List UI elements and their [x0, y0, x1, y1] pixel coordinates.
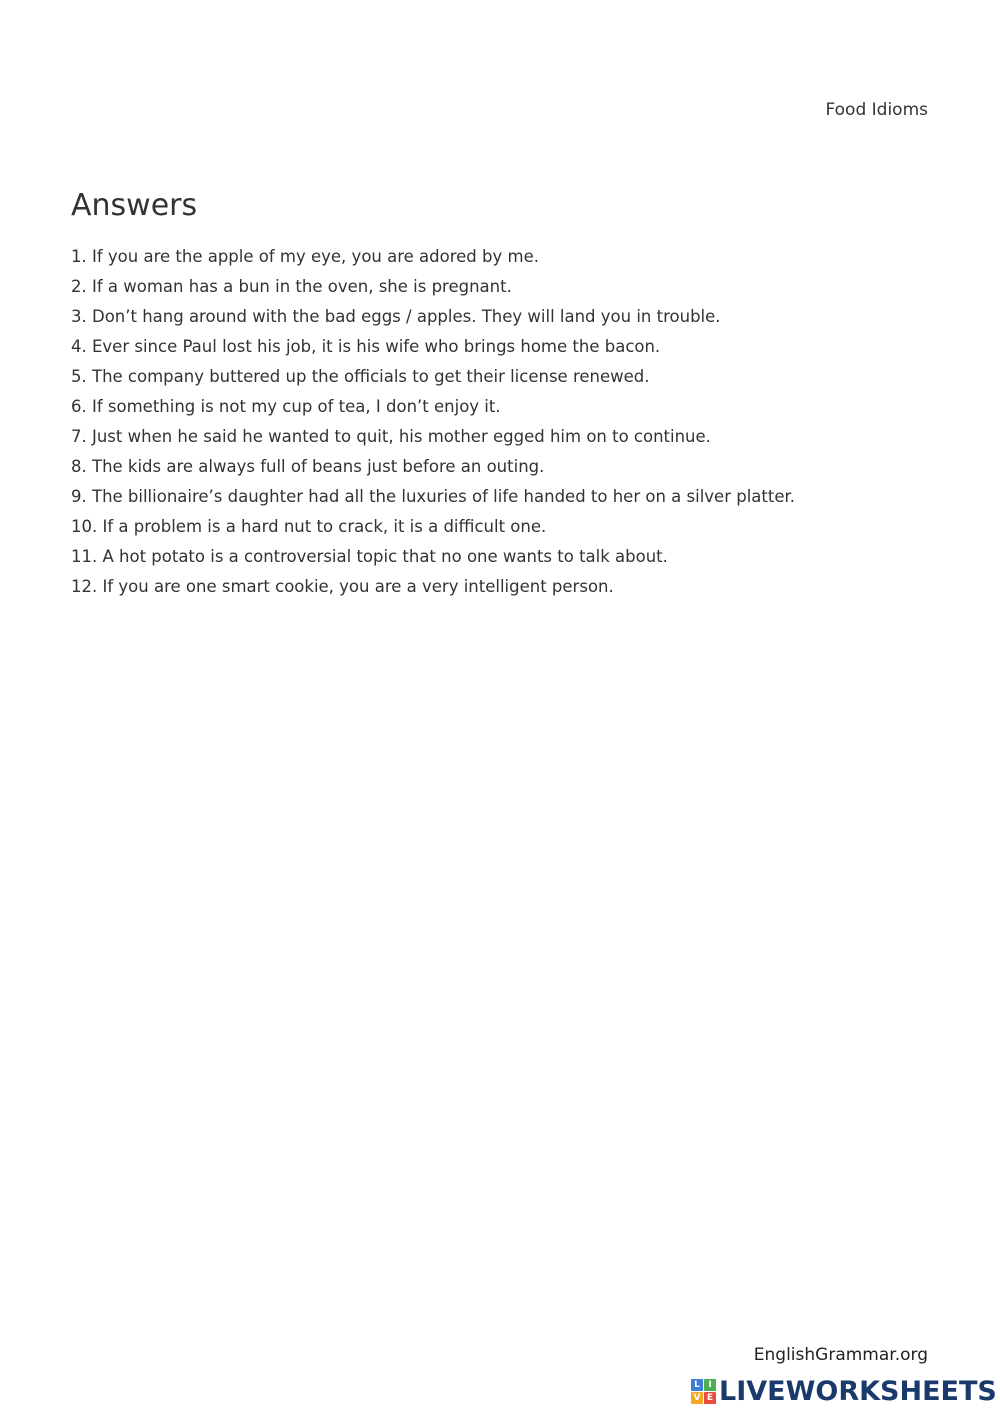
- liveworksheets-logo-icon: [691, 1379, 716, 1404]
- answers-heading: Answers: [71, 188, 198, 223]
- liveworksheets-logo-text: LIVEWORKSHEETS: [719, 1375, 997, 1407]
- answers-list: [71, 242, 795, 602]
- answer-item: 2. If a woman has a bun in the oven, she is pregnant.: [71, 277, 512, 296]
- liveworksheets-logo: [691, 1374, 997, 1408]
- answer-item: 3. Don’t hang around with the bad eggs / apples. They will land you in trouble.: [71, 307, 721, 326]
- logo-square-i: I: [704, 1379, 716, 1391]
- logo-square-l: L: [691, 1379, 703, 1391]
- answer-item: 10. If a problem is a hard nut to crack, it is a difficult one.: [71, 517, 547, 536]
- answer-item: 7. Just when he said he wanted to quit, his mother egged him on to continue.: [71, 427, 711, 446]
- source-credit: EnglishGrammar.org: [753, 1345, 928, 1365]
- logo-square-e: E: [704, 1392, 716, 1404]
- answer-item: 6. If something is not my cup of tea, I don’t enjoy it.: [71, 397, 501, 416]
- answer-item: 1. If you are the apple of my eye, you are adored by me.: [71, 247, 539, 266]
- answer-item: 12. If you are one smart cookie, you are a very intelligent person.: [71, 577, 614, 596]
- answer-item: 5. The company buttered up the officials to get their license renewed.: [71, 367, 650, 386]
- answer-item: 9. The billionaire’s daughter had all the luxuries of life handed to her on a silver platter.: [71, 487, 795, 506]
- answer-item: 8. The kids are always full of beans just before an outing.: [71, 457, 545, 476]
- logo-square-v: V: [691, 1392, 703, 1404]
- answer-item: 4. Ever since Paul lost his job, it is his wife who brings home the bacon.: [71, 337, 661, 356]
- answer-item: 11. A hot potato is a controversial topic that no one wants to talk about.: [71, 547, 668, 566]
- worksheet-title: Food Idioms: [825, 100, 928, 120]
